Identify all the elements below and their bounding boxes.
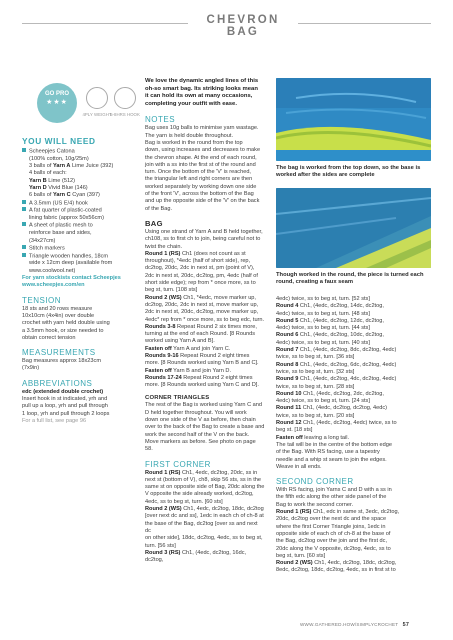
corner-triangles-line: over to the back of the Bag to create a base and — [145, 424, 265, 431]
materials-list-line: A 3.5mm (US E/4) hook — [22, 200, 130, 208]
corner-round-line: 4edc) twice, ss to beg st, turn. [52 sts] — [276, 296, 370, 302]
tension-line: a 3.5mm hook, or size needed to — [22, 327, 104, 334]
corner-round-line: needle and a whip st seam to join the edges. — [276, 456, 387, 463]
materials-list-line: www.coolwool.net) — [29, 267, 76, 274]
bag-line: Round 1 (RS) Ch1 (does not count as st — [145, 250, 246, 257]
materials-list-line: Scheepjes Catona — [22, 148, 130, 156]
bag-line: beg st, turn. [108 sts] — [145, 287, 198, 294]
abbreviations-line: For a full list, see page 96 — [22, 417, 87, 424]
first-corner-line: the base of the Bag, dc2tog [over ss and next dc — [145, 520, 258, 534]
first-corner-line: Round 1 (RS) Ch1, 4edc, dc2tog, 20dc, ss in — [145, 469, 258, 476]
notes-line: turn. Once the bottom of the 'V' is reached, — [145, 169, 251, 176]
corner-round-line: twice, ss to beg st, turn. [28 sts] — [276, 383, 355, 390]
second-corner-line: With RS facing, join Yarns C and D with a ss in — [276, 487, 392, 494]
section-heading-tension: TENSION — [22, 295, 62, 305]
bag-line: Fasten off Yarn A and join Yarn C. — [145, 345, 231, 352]
bag-line: turning at the end of each Round. [8 Rounds — [145, 331, 256, 338]
materials-list-line: reinforce base and sides, — [29, 230, 92, 237]
materials-list-line: (34x27cm) — [29, 237, 56, 244]
intro-line: oh-so smart bag. Its striking looks mean — [145, 85, 258, 92]
first-corner-instructions — [145, 470, 265, 565]
section-heading-abbreviations: ABBREVIATIONS — [22, 378, 93, 388]
notes-line: Bag uses 10g balls to minimise yarn wastage. — [145, 125, 259, 132]
square-bullet-icon — [22, 200, 26, 204]
difficulty-stars: ★★★ — [46, 99, 68, 106]
second-corner-line: 8edc, dc2tog, 18dc, dc2tog, 4edc, ss in first st to — [276, 567, 396, 574]
corner-triangles-text — [145, 402, 265, 453]
pattern-column-1 — [145, 78, 265, 564]
header-rule-left — [22, 23, 188, 24]
second-corner-line: the Bag, dc2tog over the join and the first dc, — [276, 538, 388, 545]
section-heading-corner-triangles: CORNER TRIANGLES — [145, 395, 210, 402]
corner-round-line: Weave in all ends. — [276, 463, 322, 470]
corner-triangles-line: Move markers as before. See photo on page 58. — [145, 438, 256, 453]
corner-round-line: Round 9 Ch1, (4edc, dc2tog, 4dc, dc2tog, 4edc) — [276, 376, 397, 383]
first-corner-line: same st on opposite side of Bag, 20dc along the — [145, 484, 265, 491]
bag-line: throughout), *4edc (half of short side), rep, — [145, 258, 251, 265]
materials-list-line: A fat quarter of plastic-coated — [22, 207, 130, 215]
corner-round-line: 4edc) twice, ss to beg st, turn. [48 sts] — [276, 310, 370, 317]
materials-list-line: Yarn B Lime (512) — [29, 177, 76, 184]
notes-line: join with a ss into the first st of the round and — [145, 161, 256, 168]
corner-round-line: Round 5 Ch1, (4edc, dc2tog, 12dc, dc2tog, — [276, 317, 384, 324]
photo-bag-seam — [276, 188, 431, 268]
bag-line: Rounds 17-24 Repeat Round 2 eight times — [145, 374, 253, 381]
corner-triangles-line: work the second half of the V on the back. — [145, 431, 250, 438]
bag-line: more. [8 Rounds worked using Yarn C and D]. — [145, 382, 259, 389]
stockists-link[interactable]: www.scheepjes.com/en — [22, 282, 85, 289]
measurements-line: (7x9in) — [22, 365, 40, 372]
page-header — [0, 14, 453, 38]
abbreviations-line: Insert hook in st indicated, yrh and — [22, 396, 108, 403]
square-bullet-icon — [22, 245, 26, 249]
section-heading-second-corner: SECOND CORNER — [276, 477, 354, 487]
corner-round-line: Round 12 Ch1, (4edc, dc2tog, 4edc) twice, ss to — [276, 420, 397, 427]
second-corner-line: opposite side of each ch of ch-8 at the base of — [276, 530, 391, 537]
second-corner-line: 20dc along the V opposite, dc2tog, 4edc, ss to — [276, 545, 391, 552]
tension-line: 18 sts and 20 rows measure — [22, 305, 93, 312]
corner-round-line: 4edc) twice, ss to beg st, turn. [40 sts] — [276, 339, 370, 346]
page-footer — [300, 622, 409, 628]
materials-list-line: Stitch markers — [22, 245, 130, 253]
notes-line: and up the opposite side of the 'V' on the back — [145, 198, 260, 205]
measurements-text — [22, 358, 130, 373]
second-corner-line: Round 1 (RS) Ch1, edc in same st, 3edc, dc2tog, — [276, 509, 400, 516]
bag-line: short side edge); rep from * once more, ss to — [145, 280, 256, 287]
notes-line: the chevron shape. At the end of each round, — [145, 154, 257, 161]
yarn-weight-label: 4PLY WEIGHT — [82, 112, 112, 117]
corner-round-line: twice, ss to beg st, turn. [36 sts] — [276, 354, 355, 361]
section-heading-need: YOU WILL NEED — [22, 136, 96, 146]
first-corner-line: Round 2 (WS) Ch1, 4edc, dc2tog, 18dc, dc2tog — [145, 506, 264, 513]
section-heading-bag: BAG — [145, 218, 163, 228]
tension-text — [22, 306, 130, 342]
corner-triangles-line: D held together throughout. You will work — [145, 409, 247, 416]
square-bullet-icon — [22, 207, 26, 211]
bag-line: dc2tog, 20dc, 2dc in next st, move marker up, — [145, 301, 259, 308]
bag-line: 4edc* rep from * once more, ss to beg edc, turn. — [145, 316, 265, 323]
tension-line: crochet with yarn held double using — [22, 320, 110, 327]
corner-round-line: of the Bag. With RS facing, use a tapestry — [276, 449, 380, 456]
square-bullet-icon — [22, 253, 26, 257]
bag-line: ch108, ss to first ch to join, being careful not to — [145, 236, 261, 243]
second-corner-line: beg st, turn. [60 sts] — [276, 552, 326, 559]
notes-line: down, using increases and decreases to make — [145, 147, 261, 154]
stockists-note: For yarn stockists contact Scheepjes — [22, 275, 121, 282]
difficulty-level: GO PRO — [44, 91, 69, 97]
materials-column — [22, 136, 130, 425]
bag-line: 2dc in next st, 20dc, dc2tog, pm, 4edc (half of — [145, 272, 258, 279]
second-corner-line: Bag to work the second corner. — [276, 501, 354, 508]
materials-list-line: 6 balls of Yarn C Cyan (397) — [29, 192, 100, 199]
bag-line: Rounds 9-16 Repeat Round 2 eight times — [145, 352, 250, 359]
corner-round-line: Round 4 Ch1, (4edc, dc2tog, 14dc, dc2tog, — [276, 303, 384, 310]
corner-round-line: The tail will be in the centre of the bottom edge — [276, 441, 392, 448]
abbreviations-line: pull up a loop, yrh and pull through — [22, 403, 108, 410]
notes-line: of the Bag. — [145, 205, 173, 212]
first-corner-line: Round 3 (RS) Ch1, (4edc, dc2tog, 16dc, dc2tog, — [145, 549, 247, 564]
bag-line: more. [8 Rounds worked using Yarn B and C]. — [145, 360, 259, 367]
tension-line: obtain correct tension — [22, 334, 76, 341]
second-corner-line: 20dc, dc2tog over the next dc and the space — [276, 516, 387, 523]
materials-list-line: (100% cotton, 10g/25m) — [29, 155, 89, 162]
corner-round-line: Round 11 Ch1, (4edc, dc2tog, dc2tog, 4edc) — [276, 405, 388, 412]
yarn-weight-icon — [86, 87, 108, 109]
square-bullet-icon — [22, 222, 26, 226]
intro-line: it can hold its own at many occasions, — [145, 93, 253, 100]
corner-round-line: Round 7 Ch1, (4edc, dc2tog, 8dc, dc2tog, 4edc) — [276, 347, 397, 354]
notes-line: The yarn is held double throughout. — [145, 132, 234, 139]
first-corner-line: V opposite the side already worked, dc2tog, — [145, 491, 254, 498]
section-heading-measurements: MEASUREMENTS — [22, 348, 96, 358]
header-rule-right — [298, 23, 431, 24]
second-corner-instructions — [276, 487, 432, 575]
pattern-column-2 — [276, 296, 432, 575]
notes-text — [145, 125, 265, 213]
second-corner-line: the fifth edc along the other side panel of the — [276, 494, 387, 501]
corner-round-line: beg st. [18 sts] — [276, 427, 313, 434]
photo-bag-seam-image — [276, 188, 431, 268]
photo-caption-1: The bag is worked from the top down, so the base is worked after the sides are complete — [276, 165, 421, 179]
abbreviations-line: edc (extended double crochet) — [22, 388, 104, 395]
corner-round-line: Round 8 Ch1, (4edc, dc2tog, 6dc, dc2tog, 4edc) — [276, 361, 397, 368]
notes-line: Bag is worked in the round from the top — [145, 139, 243, 146]
materials-list-line: A sheet of plastic mesh to — [22, 222, 130, 230]
notes-line: worked separately by working down one side — [145, 183, 257, 190]
notes-line: of the front 'V', across the bottom of the Bag — [145, 191, 254, 198]
materials-list — [22, 148, 130, 275]
difficulty-badge — [37, 83, 77, 123]
first-corner-line: on other side], 18dc, dc2tog, 4edc, ss to beg st, — [145, 535, 263, 542]
bag-line: worked using Yarn A and B]. — [145, 338, 215, 345]
materials-list-line: Triangle wooden handles, 18cm — [22, 253, 130, 261]
time-icon — [114, 87, 136, 109]
measurements-line: Bag measures approx 18x23cm — [22, 358, 101, 365]
tension-line: 10x10cm (4x4in) over double — [22, 312, 95, 319]
square-bullet-icon — [22, 148, 26, 152]
corner-round-line: Round 6 Ch1, (4edc, dc2tog, 10dc, dc2tog, — [276, 332, 384, 339]
abbreviations-text — [22, 389, 130, 425]
page-title: CHEVRON BAG — [206, 14, 280, 38]
corner-round-line: 4edc) twice, ss to beg st, turn. [24 sts] — [276, 398, 370, 405]
photo-bag-top-image — [276, 78, 431, 161]
corner-round-line: twice, ss to beg st, turn. [32 sts] — [276, 368, 355, 375]
first-corner-line: [over next dc and ss], 1edc in each ch of ch-8 at — [145, 513, 264, 520]
materials-list-line: wide x 12cm deep (available from — [29, 260, 113, 267]
materials-list-line: 3 balls of Yarn A Lime Juice (392) — [29, 163, 114, 170]
intro-text — [145, 78, 265, 108]
abbreviations-line: 1 loop, yrh and pull through 2 loops — [22, 410, 110, 417]
page-number: 57 — [402, 622, 410, 628]
section-heading-notes: NOTES — [145, 115, 176, 125]
second-corner-line: Round 2 (WS) Ch1, 4edc, dc2tog, 18dc, dc2tog, — [276, 560, 397, 567]
corner-round-line: 4edc) twice, ss to beg st, turn. [44 sts] — [276, 325, 370, 332]
bag-line: 2dc in next st, 20dc, dc2tog, move marker up, — [145, 309, 259, 316]
first-corner-line: 4edc, ss to beg st, turn. [60 sts] — [145, 498, 223, 505]
intro-line: completing your outfit with ease. — [145, 100, 237, 107]
materials-list-line: Yarn D Vivid Blue (146) — [29, 184, 88, 191]
corner-triangles-line: down one side of the V as before, then chain — [145, 417, 256, 424]
notes-line: the triangular left and right corners are then — [145, 176, 253, 183]
first-corner-line: turn. [56 sts] — [145, 542, 176, 549]
corner-round-line: Fasten off leaving a long tail. — [276, 434, 350, 441]
first-corner-line: next st (bottom of V), ch8, skip 56 sts, ss in the — [145, 476, 261, 483]
corner-round-line: Round 10 Ch1, (4edc, dc2tog, 2dc, dc2tog, — [276, 390, 384, 397]
second-corner-line: where the first Corner Triangle joins, 1edc in — [276, 523, 386, 530]
bag-line: Round 2 (WS) Ch1, *4edc, move marker up, — [145, 294, 256, 301]
materials-list-line: lining fabric (approx 50x56cm) — [29, 215, 104, 222]
bag-line: Fasten off Yarn B and join Yarn D. — [145, 367, 232, 374]
materials-list-line: 4 balls of each: — [29, 170, 67, 177]
section-heading-first-corner: FIRST CORNER — [145, 459, 211, 469]
corner-round-line: twice, ss to beg st, turn. [20 sts] — [276, 412, 355, 419]
bag-line: dc2tog, 20dc, 2dc in next st, pm (point of V), — [145, 265, 255, 272]
corner-triangles-line: The rest of the Bag is worked using Yarn C and — [145, 402, 263, 409]
corner-rounds-instructions — [276, 296, 432, 471]
footer-url: WWW.GATHERED.HOW/SIMPLYCROCHET — [300, 622, 399, 627]
bag-line: Rounds 3-8 Repeat Round 2 six times more, — [145, 323, 257, 330]
time-label: 5-8HRS HOOK — [110, 112, 140, 117]
bag-instructions — [145, 229, 265, 390]
intro-line: We love the dynamic angled lines of this — [145, 78, 259, 84]
photo-bag-top — [276, 78, 431, 161]
photo-caption-2: Though worked in the round, the piece is turned each round, creating a faux seam — [276, 272, 424, 286]
bag-line: Using one strand of Yarn A and B held together, — [145, 228, 263, 235]
bag-line: twist the chain. — [145, 243, 182, 250]
